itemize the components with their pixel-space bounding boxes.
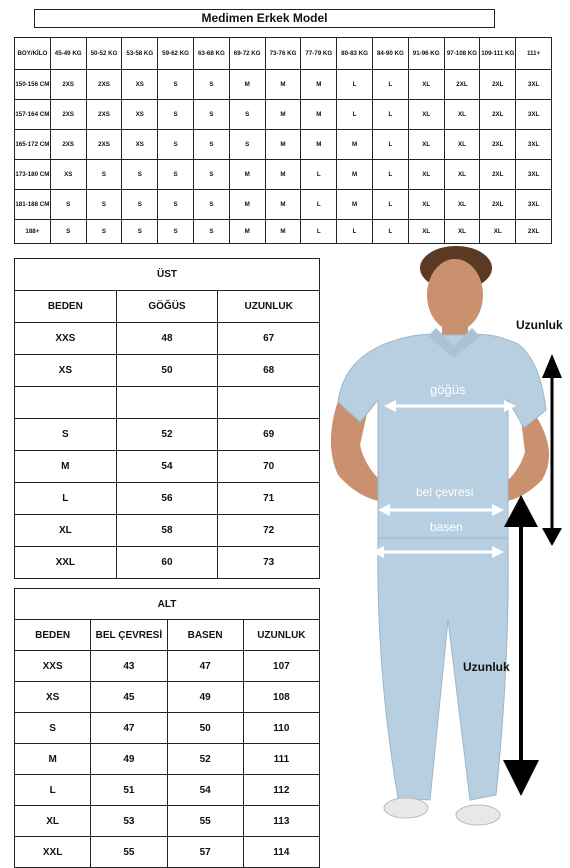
ust-table-cell: S [15, 419, 117, 451]
size-grid-cell: S [158, 130, 194, 160]
size-grid-cell: L [301, 190, 337, 220]
alt-table-cell: 53 [91, 806, 167, 837]
size-grid-cell: M [265, 130, 301, 160]
alt-table-row [15, 713, 320, 744]
size-grid-cell: L [301, 220, 337, 244]
ust-table-cell: 56 [116, 483, 218, 515]
ust-table-cell: 68 [218, 355, 320, 387]
top-length-label: Uzunluk [516, 318, 563, 332]
alt-table-cell: 110 [243, 713, 319, 744]
ust-table-cell: 58 [116, 515, 218, 547]
size-grid-cell: S [50, 190, 86, 220]
size-grid-table [14, 37, 552, 244]
alt-table-cell: L [15, 775, 91, 806]
alt-table-cell: 112 [243, 775, 319, 806]
waist-label: bel çevresi [416, 485, 474, 499]
ust-table-cell [218, 387, 320, 419]
size-grid-cell: XS [122, 70, 158, 100]
size-grid-cell: S [193, 190, 229, 220]
size-grid-cell: S [193, 130, 229, 160]
size-grid-cell: XL [444, 160, 480, 190]
size-grid-cell: S [193, 100, 229, 130]
alt-header-cell: BEL ÇEVRESİ [91, 620, 167, 651]
size-grid-cell: L [372, 190, 408, 220]
alt-header-cell: BASEN [167, 620, 243, 651]
ust-table-cell: 54 [116, 451, 218, 483]
size-grid-cell: M [229, 70, 265, 100]
ust-header-cell: BEDEN [15, 291, 117, 323]
size-grid-cell: S [86, 160, 122, 190]
size-grid-cell: XL [444, 130, 480, 160]
size-grid-cell: M [337, 190, 373, 220]
size-grid-header-cell: 45-49 KG [50, 38, 86, 70]
size-grid-cell: M [301, 130, 337, 160]
size-grid-cell: M [265, 70, 301, 100]
size-grid-cell: S [122, 190, 158, 220]
ust-table-cell: XXS [15, 323, 117, 355]
size-grid-cell: 2XS [50, 100, 86, 130]
alt-table-row [15, 682, 320, 713]
size-grid-cell: XS [50, 160, 86, 190]
size-grid-header-cell: 111+ [516, 38, 552, 70]
size-grid-cell: S [158, 190, 194, 220]
model-illustration [320, 240, 570, 855]
model-left-shoe [384, 798, 428, 818]
alt-table-row [15, 775, 320, 806]
alt-table-cell: 57 [167, 837, 243, 868]
ust-table-cell: L [15, 483, 117, 515]
alt-table-cell: 108 [243, 682, 319, 713]
size-grid-cell: XL [444, 190, 480, 220]
ust-table-title: ÜST [15, 259, 320, 291]
alt-table-cell: 111 [243, 744, 319, 775]
size-grid-cell: L [372, 220, 408, 244]
size-grid-cell: M [229, 220, 265, 244]
size-grid-cell: S [158, 160, 194, 190]
size-grid-cell: 2XL [480, 70, 516, 100]
size-grid-cell: 2XS [50, 70, 86, 100]
size-grid-row [15, 130, 552, 160]
alt-header-cell: BEDEN [15, 620, 91, 651]
alt-table-cell: 113 [243, 806, 319, 837]
size-grid-cell: 2XS [86, 70, 122, 100]
size-grid-cell: 3XL [516, 190, 552, 220]
size-grid-cell: XL [408, 100, 444, 130]
alt-table-cell: M [15, 744, 91, 775]
alt-table-row [15, 744, 320, 775]
alt-table-cell: 49 [91, 744, 167, 775]
alt-table-cell: S [15, 713, 91, 744]
ust-table-row [15, 547, 320, 579]
size-grid-cell: S [193, 70, 229, 100]
ust-table-cell: 73 [218, 547, 320, 579]
ust-header-cell: UZUNLUK [218, 291, 320, 323]
alt-table-cell: 55 [167, 806, 243, 837]
alt-table-cell: 52 [167, 744, 243, 775]
alt-table-row [15, 651, 320, 682]
size-grid-header-cell: 97-108 KG [444, 38, 480, 70]
ust-table-row [15, 483, 320, 515]
alt-table-row [15, 837, 320, 868]
size-grid-cell: 3XL [516, 100, 552, 130]
size-grid-cell: XL [444, 220, 480, 244]
ust-table-cell: XXL [15, 547, 117, 579]
size-grid-cell: S [193, 220, 229, 244]
size-grid-header-cell: 84-90 KG [372, 38, 408, 70]
size-grid-cell: S [193, 160, 229, 190]
ust-table-cell: M [15, 451, 117, 483]
ust-table-cell: 60 [116, 547, 218, 579]
bottom-size-table [14, 588, 320, 868]
alt-table-cell: XXL [15, 837, 91, 868]
size-grid-cell: S [229, 100, 265, 130]
ust-table-row [15, 323, 320, 355]
size-grid-cell: L [372, 100, 408, 130]
size-grid-header-cell: 91-96 KG [408, 38, 444, 70]
size-grid-cell: L [337, 220, 373, 244]
ust-header-row [15, 291, 320, 323]
alt-table-cell: 43 [91, 651, 167, 682]
size-grid-cell: 2XL [480, 100, 516, 130]
size-grid-cell: M [265, 160, 301, 190]
size-grid-header-cell: BOY/KİLO [15, 38, 51, 70]
size-grid-header-cell: 77-79 KG [301, 38, 337, 70]
alt-table-cell: 55 [91, 837, 167, 868]
ust-table-cell: 48 [116, 323, 218, 355]
size-grid-cell: XL [408, 220, 444, 244]
size-grid-cell: 2XL [516, 220, 552, 244]
size-grid-header-cell: 80-83 KG [337, 38, 373, 70]
ust-table-cell [15, 387, 117, 419]
size-grid-cell: 165-172 CM [15, 130, 51, 160]
size-grid-header-cell: 53-58 KG [122, 38, 158, 70]
ust-table-cell [116, 387, 218, 419]
page-title: Medimen Erkek Model [34, 9, 495, 28]
size-grid-cell: XL [408, 160, 444, 190]
size-grid-cell: L [372, 70, 408, 100]
alt-table-title: ALT [15, 589, 320, 620]
model-figure [320, 240, 570, 855]
size-grid-cell: XL [408, 130, 444, 160]
top-length-arrow-head-up [542, 354, 562, 378]
alt-table-cell: 107 [243, 651, 319, 682]
size-grid-header-cell: 109-111 KG [480, 38, 516, 70]
size-grid-cell: XS [122, 130, 158, 160]
ust-title-row [15, 259, 320, 291]
ust-table-row [15, 451, 320, 483]
size-grid-header-cell: 69-72 KG [229, 38, 265, 70]
size-grid-cell: M [229, 190, 265, 220]
size-grid-cell: M [337, 130, 373, 160]
size-grid-cell: 150-156 CM [15, 70, 51, 100]
ust-table-cell: 72 [218, 515, 320, 547]
ust-table-cell: XL [15, 515, 117, 547]
size-grid-cell: 3XL [516, 130, 552, 160]
alt-header-row [15, 620, 320, 651]
alt-table-cell: 45 [91, 682, 167, 713]
top-length-arrow-head-down [542, 528, 562, 546]
size-grid-header-cell: 73-76 KG [265, 38, 301, 70]
size-grid-cell: L [337, 70, 373, 100]
size-grid-cell: S [158, 100, 194, 130]
size-grid-header-cell: 50-52 KG [86, 38, 122, 70]
size-grid-cell: S [122, 160, 158, 190]
size-grid-cell: M [265, 220, 301, 244]
ust-table-cell: 70 [218, 451, 320, 483]
size-grid-cell: 188+ [15, 220, 51, 244]
size-grid-cell: XL [408, 190, 444, 220]
pant-length-label: Uzunluk [463, 660, 510, 674]
hip-label: basen [430, 520, 463, 534]
alt-table-cell: 114 [243, 837, 319, 868]
size-grid-cell: M [265, 100, 301, 130]
size-grid-cell: M [229, 160, 265, 190]
alt-table-cell: 47 [91, 713, 167, 744]
size-grid-cell: S [86, 190, 122, 220]
ust-table-row [15, 515, 320, 547]
ust-table-row [15, 355, 320, 387]
size-grid-cell: L [372, 130, 408, 160]
size-grid-cell: L [301, 160, 337, 190]
ust-table-row [15, 387, 320, 419]
alt-table-cell: 47 [167, 651, 243, 682]
alt-table-cell: 54 [167, 775, 243, 806]
model-head [427, 259, 483, 331]
alt-table-cell: XL [15, 806, 91, 837]
size-grid-cell: XL [444, 100, 480, 130]
alt-table-cell: 51 [91, 775, 167, 806]
ust-table-cell: 67 [218, 323, 320, 355]
size-grid-cell: M [301, 70, 337, 100]
size-grid-cell: 3XL [516, 70, 552, 100]
size-grid-cell: 2XS [50, 130, 86, 160]
alt-table-cell: 50 [167, 713, 243, 744]
size-grid-cell: 2XL [480, 160, 516, 190]
chest-label: göğüs [430, 382, 466, 397]
alt-title-row [15, 589, 320, 620]
size-grid-cell: L [372, 160, 408, 190]
size-grid-cell: L [337, 100, 373, 130]
size-grid-cell: 2XS [86, 130, 122, 160]
alt-table-row [15, 806, 320, 837]
size-grid-header-cell: 59-62 KG [158, 38, 194, 70]
size-grid-cell: XS [122, 100, 158, 130]
ust-header-cell: GÖĞÜS [116, 291, 218, 323]
size-grid-cell: XL [408, 70, 444, 100]
size-grid-row [15, 100, 552, 130]
top-size-table [14, 258, 320, 579]
ust-table-row [15, 419, 320, 451]
size-grid-cell: S [229, 130, 265, 160]
size-grid-row [15, 190, 552, 220]
size-grid-cell: M [265, 190, 301, 220]
size-grid-cell: M [337, 160, 373, 190]
alt-table-cell: XS [15, 682, 91, 713]
model-right-shoe [456, 805, 500, 825]
size-grid-row [15, 70, 552, 100]
alt-table-cell: 49 [167, 682, 243, 713]
size-grid-cell: 181-188 CM [15, 190, 51, 220]
alt-table-cell: XXS [15, 651, 91, 682]
size-grid-header-cell: 63-68 KG [193, 38, 229, 70]
size-grid-cell: 2XL [444, 70, 480, 100]
size-grid-cell: 2XL [480, 130, 516, 160]
size-grid-cell: S [158, 220, 194, 244]
size-grid-cell: S [122, 220, 158, 244]
ust-table-cell: XS [15, 355, 117, 387]
size-grid-cell: 2XL [480, 190, 516, 220]
size-grid-cell: S [50, 220, 86, 244]
pant-length-arrow-head-down [503, 760, 539, 796]
size-grid-cell: 173-180 CM [15, 160, 51, 190]
alt-header-cell: UZUNLUK [243, 620, 319, 651]
size-grid-cell: 157-164 CM [15, 100, 51, 130]
size-grid-cell: S [86, 220, 122, 244]
size-grid-cell: M [301, 100, 337, 130]
ust-table-cell: 52 [116, 419, 218, 451]
size-grid-cell: 2XS [86, 100, 122, 130]
ust-table-cell: 69 [218, 419, 320, 451]
size-grid-cell: S [158, 70, 194, 100]
size-grid-header-row [15, 38, 552, 70]
size-grid-cell: 3XL [516, 160, 552, 190]
size-grid-row [15, 160, 552, 190]
ust-table-cell: 50 [116, 355, 218, 387]
size-grid-cell: XL [480, 220, 516, 244]
ust-table-cell: 71 [218, 483, 320, 515]
